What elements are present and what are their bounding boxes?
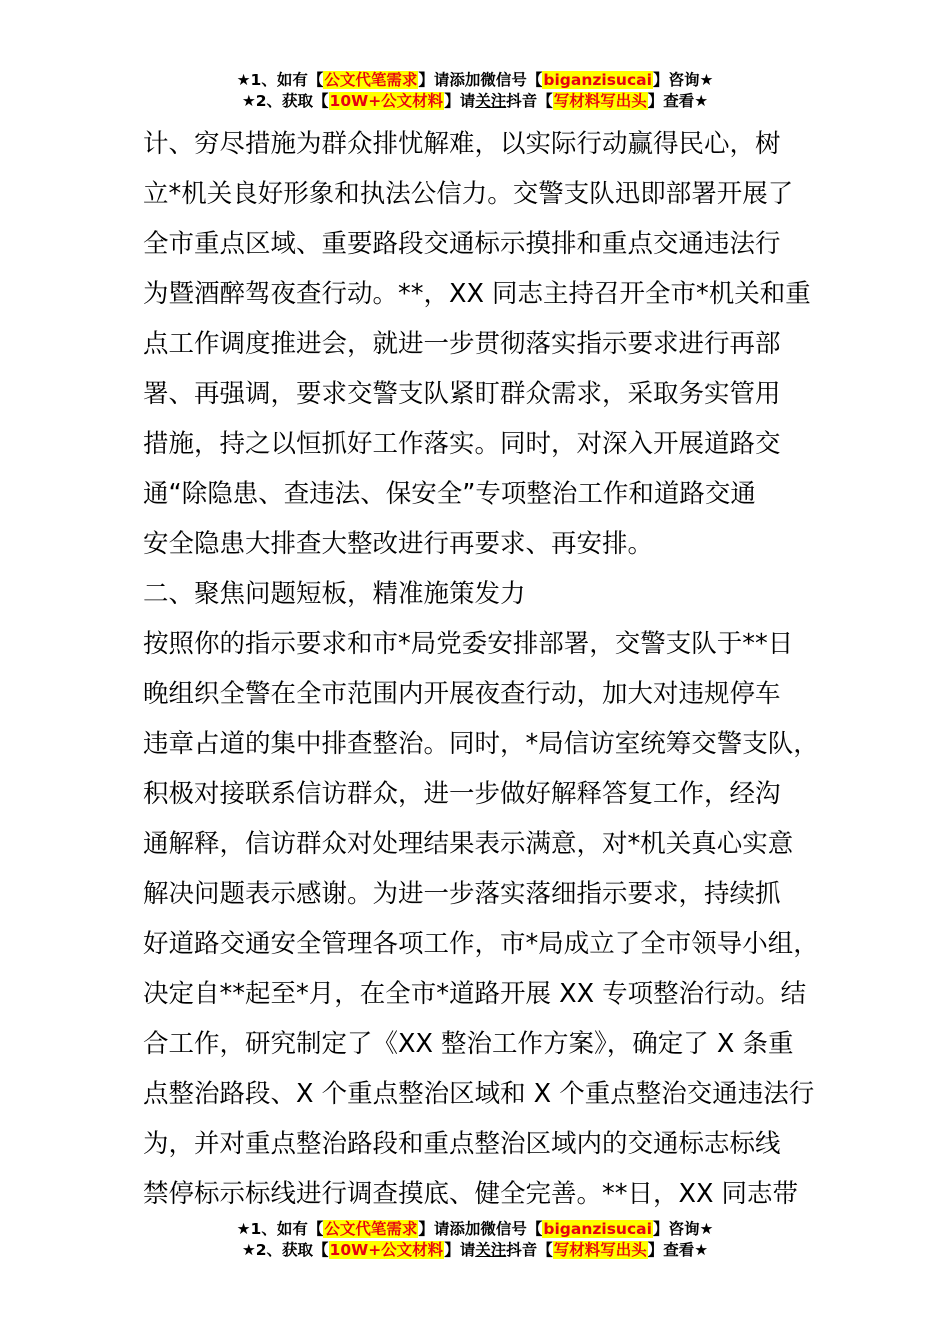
promo-highlight: 10W+公文材料: [329, 1241, 444, 1259]
promo-underlined-text: 关注: [475, 1241, 507, 1259]
promo-line-1: [0, 70, 950, 91]
section-heading: 二、聚焦问题短板，精准施策发力: [143, 579, 526, 609]
body-line: 为，并对重点整治路段和重点整治区域内的交通标志标线: [143, 1129, 781, 1159]
body-line: 点工作调度推进会，就进一步贯彻落实指示要求进行再部: [143, 329, 781, 359]
body-line: 按照你的指示要求和市*局党委安排部署，交警支队于**日: [143, 629, 794, 659]
promo-text: ★2、获取【: [241, 1241, 329, 1259]
body-line: 计、穷尽措施为群众排忧解难，以实际行动赢得民心，树: [143, 129, 781, 159]
wechat-id-highlight: biganzisucai: [543, 71, 652, 89]
promo-text: ★1、如有【: [236, 1220, 324, 1238]
footer-promo-banner: [0, 1219, 950, 1261]
promo-line-2: [0, 91, 950, 112]
promo-text: ★1、如有【: [236, 71, 324, 89]
body-line: 通解释，信访群众对处理结果表示满意，对*机关真心实意: [143, 829, 794, 859]
promo-text: 】请添加微信号【: [418, 71, 543, 89]
promo-highlight: 公文代笔需求: [324, 1220, 418, 1238]
promo-underlined-text: 关注: [475, 92, 507, 110]
douyin-account-highlight: 写材料写出头: [553, 92, 647, 110]
header-promo-banner: [0, 70, 950, 112]
promo-text: 】查看★: [647, 1241, 709, 1259]
body-line: 积极对接联系信访群众，进一步做好解释答复工作，经沟: [143, 779, 781, 809]
promo-text: 】请添加微信号【: [418, 1220, 543, 1238]
promo-line-1: [0, 1219, 950, 1240]
body-line: 通“除隐患、查违法、保安全”专项整治工作和道路交通: [143, 479, 756, 509]
body-line: 安全隐患大排查大整改进行再要求、再安排。: [143, 529, 654, 559]
body-line: 点整治路段、X 个重点整治区域和 X 个重点整治交通违法行: [143, 1079, 815, 1109]
promo-text: 】请: [444, 92, 476, 110]
douyin-account-highlight: 写材料写出头: [553, 1241, 647, 1259]
promo-text: 】咨询★: [652, 1220, 714, 1238]
body-line: 为暨酒醉驾夜查行动。**，XX 同志主持召开全市*机关和重: [143, 279, 811, 309]
body-line: 措施，持之以恒抓好工作落实。同时，对深入开展道路交: [143, 429, 781, 459]
body-line: 解决问题表示感谢。为进一步落实落细指示要求，持续抓: [143, 879, 781, 909]
body-line: 违章占道的集中排查整治。同时，*局信访室统筹交警支队，: [143, 729, 819, 759]
body-line: 署、再强调，要求交警支队紧盯群众需求，采取务实管用: [143, 379, 781, 409]
body-line: 禁停标示标线进行调查摸底、健全完善。**日，XX 同志带: [143, 1179, 799, 1209]
body-line: 全市重点区域、重要路段交通标示摸排和重点交通违法行: [143, 229, 781, 259]
promo-highlight: 公文代笔需求: [324, 71, 418, 89]
promo-text: 】请: [444, 1241, 476, 1259]
promo-text: ★2、获取【: [241, 92, 329, 110]
body-line: 晚组织全警在全市范围内开展夜查行动，加大对违规停车: [143, 679, 781, 709]
body-line: 立*机关良好形象和执法公信力。交警支队迅即部署开展了: [143, 179, 794, 209]
wechat-id-highlight: biganzisucai: [543, 1220, 652, 1238]
promo-text: 抖音【: [506, 1241, 553, 1259]
body-line: 好道路交通安全管理各项工作，市*局成立了全市领导小组，: [143, 929, 819, 959]
promo-text: 抖音【: [506, 92, 553, 110]
promo-line-2: [0, 1240, 950, 1261]
body-line: 决定自**起至*月，在全市*道路开展 XX 专项整治行动。结: [143, 979, 807, 1009]
document-body: [143, 119, 843, 1219]
promo-text: 】咨询★: [652, 71, 714, 89]
promo-text: 】查看★: [647, 92, 709, 110]
body-line: 合工作，研究制定了《XX 整治工作方案》，确定了 X 条重: [143, 1029, 794, 1059]
promo-highlight: 10W+公文材料: [329, 92, 444, 110]
